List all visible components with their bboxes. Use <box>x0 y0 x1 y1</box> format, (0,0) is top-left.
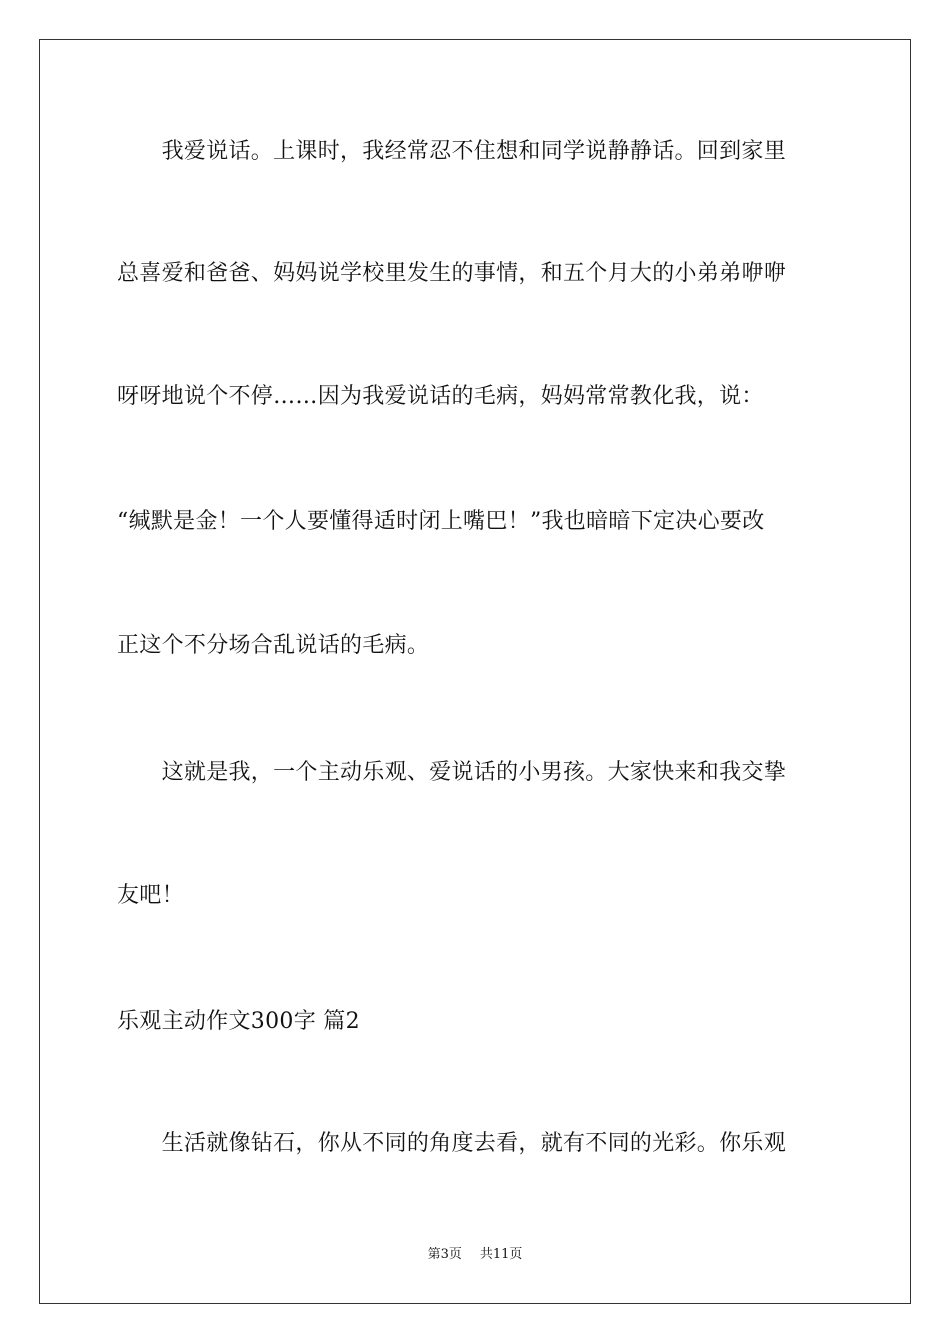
section-heading: 乐观主动作文300字 篇2 <box>117 1009 360 1034</box>
paragraph-line: “缄默是金！一个人要懂得适时闭上嘴巴！”我也暗暗下定决心要改 <box>117 509 765 534</box>
page-total: 共11页 <box>479 1247 523 1262</box>
paragraph-line: 生活就像钻石，你从不同的角度去看，就有不同的光彩。你乐观 <box>117 1131 787 1156</box>
paragraph-line: 这就是我，一个主动乐观、爱说话的小男孩。大家快来和我交挚 <box>117 760 787 785</box>
page-border <box>39 39 911 1304</box>
paragraph-line: 总喜爱和爸爸、妈妈说学校里发生的事情，和五个月大的小弟弟咿咿 <box>117 261 787 286</box>
paragraph-line: 我爱说话。上课时，我经常忍不住想和同学说静静话。回到家里 <box>117 139 787 164</box>
paragraph-line: 友吧！ <box>117 883 184 908</box>
paragraph-line: 正这个不分场合乱说话的毛病。 <box>117 633 430 658</box>
paragraph-line: 呀呀地说个不停……因为我爱说话的毛病，妈妈常常教化我，说： <box>117 384 764 409</box>
page-number: 第3页 <box>427 1247 462 1262</box>
page-footer <box>0 1246 950 1264</box>
